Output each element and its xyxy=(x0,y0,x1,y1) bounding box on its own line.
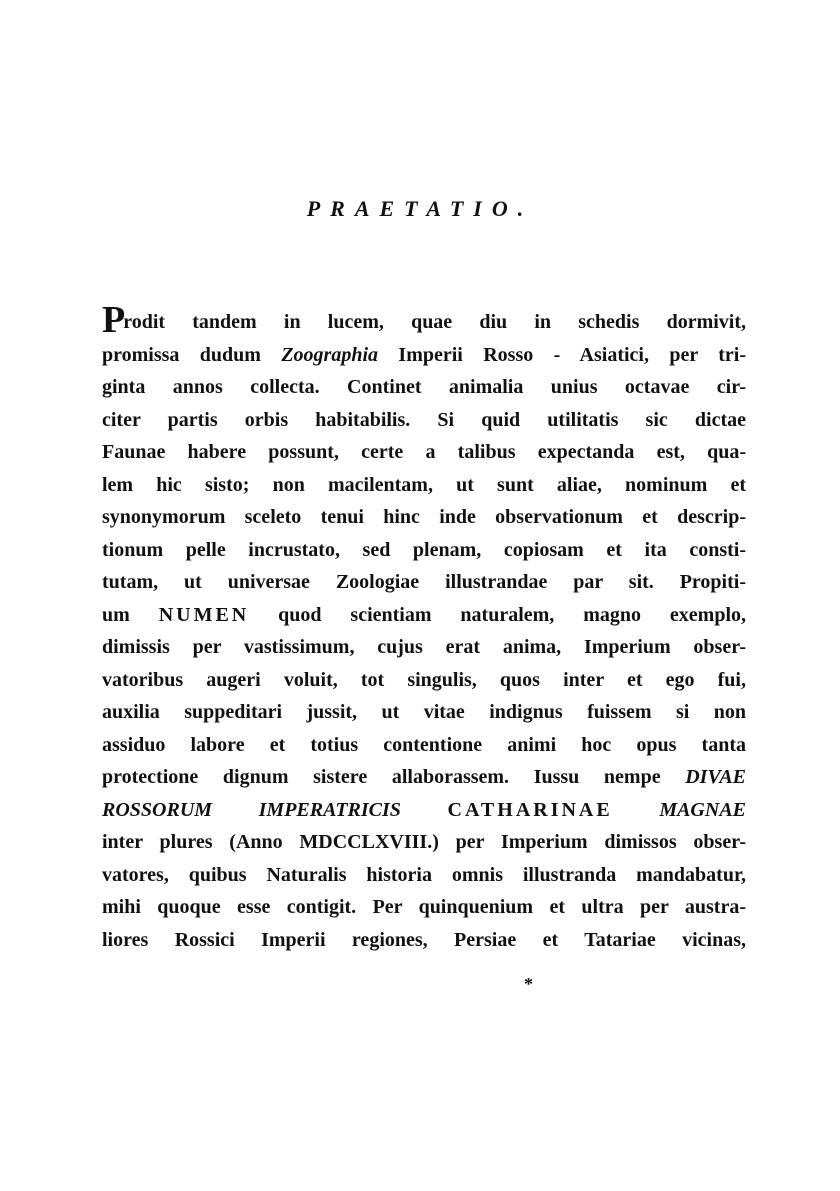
line-text: promissa dudum xyxy=(102,343,282,366)
text-line xyxy=(102,501,746,534)
text-line xyxy=(102,404,746,437)
line-text: liores Rossici Imperii regiones, Persiae et Tatariae vicinas, xyxy=(102,928,746,951)
line-text: synonymorum sceleto tenui hinc inde observationum et descrip- xyxy=(102,506,746,528)
line-text: mihi quoque esse contigit. Per quinquenium et ultra per austra- xyxy=(102,896,746,918)
italic-text: MAGNAE xyxy=(659,798,747,821)
text-line xyxy=(102,696,746,729)
line-text: lem hic sisto; non macilentam, ut sunt aliae, nominum et xyxy=(102,473,746,496)
line-text: Imperii Rosso - Asiatici, per tri- xyxy=(378,343,747,366)
signature-mark: * xyxy=(524,974,533,994)
page-title: PRAETATIO. xyxy=(306,196,534,221)
text-line xyxy=(102,371,746,404)
line-text: protectione dignum sistere allaborassem. Iussu nempe xyxy=(102,766,686,788)
line-text: rodit tandem in lucem, quae diu in schedis dormivit, xyxy=(123,311,746,333)
line-text: um xyxy=(102,603,159,626)
line-text: dimissis per vastissimum, cujus erat anima, Imperium obser- xyxy=(102,636,746,658)
text-line xyxy=(102,599,746,632)
text-line xyxy=(102,631,746,664)
line-text xyxy=(401,799,448,821)
text-line xyxy=(102,859,746,892)
italic-text: ROSSORUM IMPERATRICIS xyxy=(102,798,401,821)
text-line xyxy=(102,891,746,924)
text-line xyxy=(102,469,746,502)
line-text: vatores, quibus Naturalis historia omnis illustranda mandabatur, xyxy=(102,863,746,886)
text-line xyxy=(102,566,746,599)
spaced-caps-text: NUMEN xyxy=(158,603,250,626)
line-text: inter plures (Anno MDCCLXVIII.) per Imperium dimissos obser- xyxy=(102,831,746,853)
text-line xyxy=(102,761,746,794)
text-line xyxy=(102,794,746,827)
line-text: Faunae xyxy=(102,441,166,463)
text-line xyxy=(102,729,746,762)
text-line xyxy=(102,436,746,469)
text-line xyxy=(102,664,746,697)
line-text: habere possunt, certe a talibus expectanda est, qua- xyxy=(165,441,746,463)
italic-text: Zoographia xyxy=(281,343,379,366)
line-text: assiduo labore et totius contentione animi hoc opus tanta xyxy=(102,733,746,756)
italic-text: DIVAE xyxy=(685,766,746,788)
line-text: quod scientiam naturalem, magno exemplo, xyxy=(249,603,746,626)
text-line xyxy=(102,924,746,957)
line-text: auxilia suppeditari jussit, ut vitae indignus fuissem si non xyxy=(102,701,746,723)
line-text xyxy=(613,799,660,821)
line-text: vatoribus augeri voluit, tot singulis, quos inter et ego fui, xyxy=(102,668,746,691)
text-line xyxy=(102,299,746,341)
preface-paragraph xyxy=(102,299,747,956)
line-text: tutam, ut universae Zoologiae illustrandae par sit. Propiti- xyxy=(102,571,746,593)
line-text: tionum pelle incrustato, sed plenam, copiosam et ita consti- xyxy=(102,538,746,561)
line-text: citer partis orbis habitabilis. Si quid utilitatis sic dictae xyxy=(102,408,746,431)
drop-cap: P xyxy=(102,299,126,341)
line-text: ginta annos collecta. Continet animalia unius octavae cir- xyxy=(102,376,746,398)
spaced-caps-text: CATHARINAE xyxy=(447,798,613,821)
text-line xyxy=(102,534,746,567)
text-line xyxy=(102,826,746,859)
text-line xyxy=(102,339,746,372)
